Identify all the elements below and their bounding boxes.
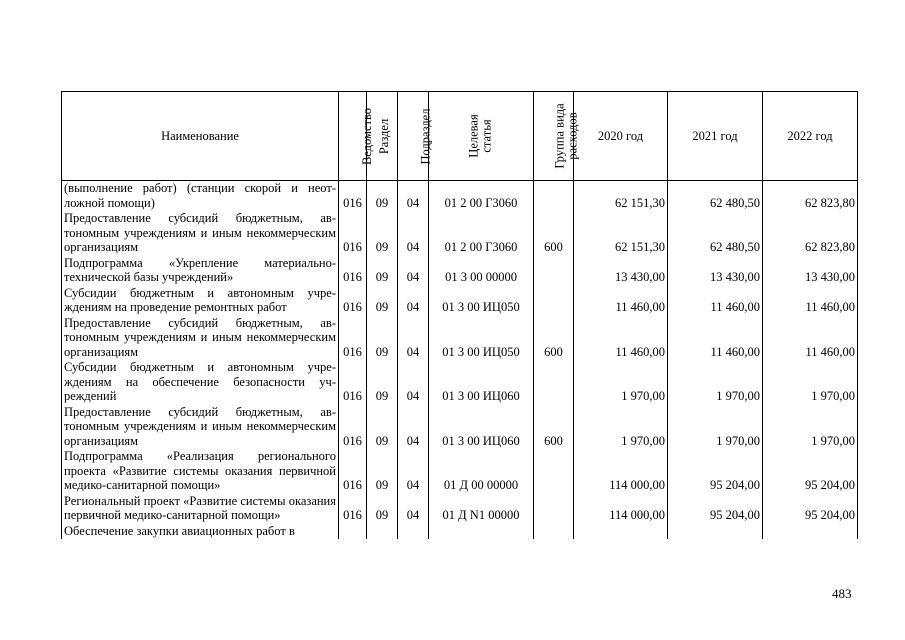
row-gruppa: 600	[534, 211, 574, 256]
row-podrazdel: 04	[398, 211, 429, 256]
row-2020: 1 970,00	[574, 405, 668, 450]
table-row	[62, 449, 858, 494]
row-razdel: 09	[367, 256, 398, 286]
row-vedomstvo: 016	[339, 494, 367, 524]
row-2021: 62 480,50	[668, 211, 763, 256]
col-header-2020: 2020 год	[574, 92, 668, 181]
row-2020: 1 970,00	[574, 360, 668, 405]
row-vedomstvo: 016	[339, 211, 367, 256]
col-header-2021: 2021 год	[668, 92, 763, 181]
row-gruppa: 600	[534, 316, 574, 361]
row-razdel: 09	[367, 360, 398, 405]
row-2021: 1 970,00	[668, 405, 763, 450]
table-row	[62, 524, 858, 540]
row-name: Подпрограмма «Реализация регионального проекта «Развитие системы оказания первичной медико-санитарной помощи»	[62, 449, 339, 494]
row-celevaya: 01 3 00 ИЦ060	[429, 360, 534, 405]
page-number: 483	[832, 586, 852, 601]
row-gruppa	[534, 181, 574, 212]
row-vedomstvo	[339, 524, 367, 540]
table-row	[62, 405, 858, 450]
row-2020: 114 000,00	[574, 449, 668, 494]
row-2021: 11 460,00	[668, 286, 763, 316]
row-celevaya	[429, 524, 534, 540]
row-gruppa	[534, 524, 574, 540]
row-podrazdel: 04	[398, 256, 429, 286]
row-2022: 11 460,00	[763, 316, 858, 361]
row-celevaya: 01 3 00 ИЦ050	[429, 286, 534, 316]
row-podrazdel: 04	[398, 405, 429, 450]
row-razdel: 09	[367, 286, 398, 316]
row-celevaya: 01 2 00 Г3060	[429, 211, 534, 256]
row-vedomstvo: 016	[339, 405, 367, 450]
row-razdel: 09	[367, 211, 398, 256]
row-celevaya: 01 3 00 00000	[429, 256, 534, 286]
row-2022: 1 970,00	[763, 405, 858, 450]
row-2020: 114 000,00	[574, 494, 668, 524]
row-podrazdel	[398, 524, 429, 540]
row-celevaya: 01 3 00 ИЦ060	[429, 405, 534, 450]
row-podrazdel: 04	[398, 181, 429, 212]
row-vedomstvo: 016	[339, 256, 367, 286]
row-vedomstvo: 016	[339, 316, 367, 361]
row-podrazdel: 04	[398, 449, 429, 494]
row-name: Предоставление субсидий бюджетным, автономным учреждениям и иным некоммерческим организациям	[62, 316, 339, 361]
row-vedomstvo: 016	[339, 286, 367, 316]
row-razdel: 09	[367, 181, 398, 212]
row-podrazdel: 04	[398, 286, 429, 316]
col-header-podrazdel: Подраздел	[398, 92, 429, 181]
table-row	[62, 211, 858, 256]
row-celevaya: 01 2 00 Г3060	[429, 181, 534, 212]
row-podrazdel: 04	[398, 316, 429, 361]
row-razdel: 09	[367, 405, 398, 450]
col-header-gruppa: Группа вида расходов	[534, 92, 574, 181]
table-row	[62, 316, 858, 361]
row-2021: 95 204,00	[668, 449, 763, 494]
row-2020: 11 460,00	[574, 286, 668, 316]
col-header-vedomstvo: Ведомство	[339, 92, 367, 181]
budget-table	[61, 91, 858, 539]
row-2021: 95 204,00	[668, 494, 763, 524]
col-header-2022: 2022 год	[763, 92, 858, 181]
row-2022: 11 460,00	[763, 286, 858, 316]
row-2022: 62 823,80	[763, 181, 858, 212]
row-2022: 95 204,00	[763, 494, 858, 524]
row-2020: 11 460,00	[574, 316, 668, 361]
row-2020: 13 430,00	[574, 256, 668, 286]
row-celevaya: 01 3 00 ИЦ050	[429, 316, 534, 361]
table-row	[62, 360, 858, 405]
row-2022: 62 823,80	[763, 211, 858, 256]
col-header-razdel: Раздел	[367, 92, 398, 181]
row-2021: 62 480,50	[668, 181, 763, 212]
row-name: Предоставление субсидий бюджетным, автономным учреждениям и иным некоммерческим организациям	[62, 211, 339, 256]
row-2022: 95 204,00	[763, 449, 858, 494]
row-2022: 13 430,00	[763, 256, 858, 286]
row-vedomstvo: 016	[339, 181, 367, 212]
table-row	[62, 181, 858, 212]
row-gruppa	[534, 286, 574, 316]
row-podrazdel: 04	[398, 494, 429, 524]
row-celevaya: 01 Д 00 00000	[429, 449, 534, 494]
row-gruppa: 600	[534, 405, 574, 450]
row-2022	[763, 524, 858, 540]
row-name: Обеспечение закупки авиационных работ в	[62, 524, 339, 540]
row-2020: 62 151,30	[574, 181, 668, 212]
row-2022: 1 970,00	[763, 360, 858, 405]
row-razdel	[367, 524, 398, 540]
row-name: (выполнение работ) (станции скорой и неотложной помощи)	[62, 181, 339, 212]
row-2020	[574, 524, 668, 540]
row-2021: 1 970,00	[668, 360, 763, 405]
row-name: Предоставление субсидий бюджетным, автономным учреждениям и иным некоммерческим организациям	[62, 405, 339, 450]
table-row	[62, 494, 858, 524]
row-razdel: 09	[367, 449, 398, 494]
row-vedomstvo: 016	[339, 360, 367, 405]
row-gruppa	[534, 256, 574, 286]
row-celevaya: 01 Д N1 00000	[429, 494, 534, 524]
row-2021: 13 430,00	[668, 256, 763, 286]
row-podrazdel: 04	[398, 360, 429, 405]
row-name: Субсидии бюджетным и автономным учреждениям на проведение ремонтных работ	[62, 286, 339, 316]
row-2020: 62 151,30	[574, 211, 668, 256]
col-header-celevaya: Целевая статья	[429, 92, 534, 181]
col-header-name: Наименование	[62, 92, 339, 181]
row-vedomstvo: 016	[339, 449, 367, 494]
row-name: Подпрограмма «Укрепление материально-технической базы учреждений»	[62, 256, 339, 286]
table-row	[62, 286, 858, 316]
table-row	[62, 256, 858, 286]
row-razdel: 09	[367, 494, 398, 524]
row-name: Субсидии бюджетным и автономным учреждениям на обеспечение безопасности учреждений	[62, 360, 339, 405]
row-2021: 11 460,00	[668, 316, 763, 361]
row-2021	[668, 524, 763, 540]
row-gruppa	[534, 494, 574, 524]
row-name: Региональный проект «Развитие системы оказания первичной медико-санитарной помощи»	[62, 494, 339, 524]
row-gruppa	[534, 360, 574, 405]
row-gruppa	[534, 449, 574, 494]
table-header-row	[62, 92, 858, 181]
row-razdel: 09	[367, 316, 398, 361]
